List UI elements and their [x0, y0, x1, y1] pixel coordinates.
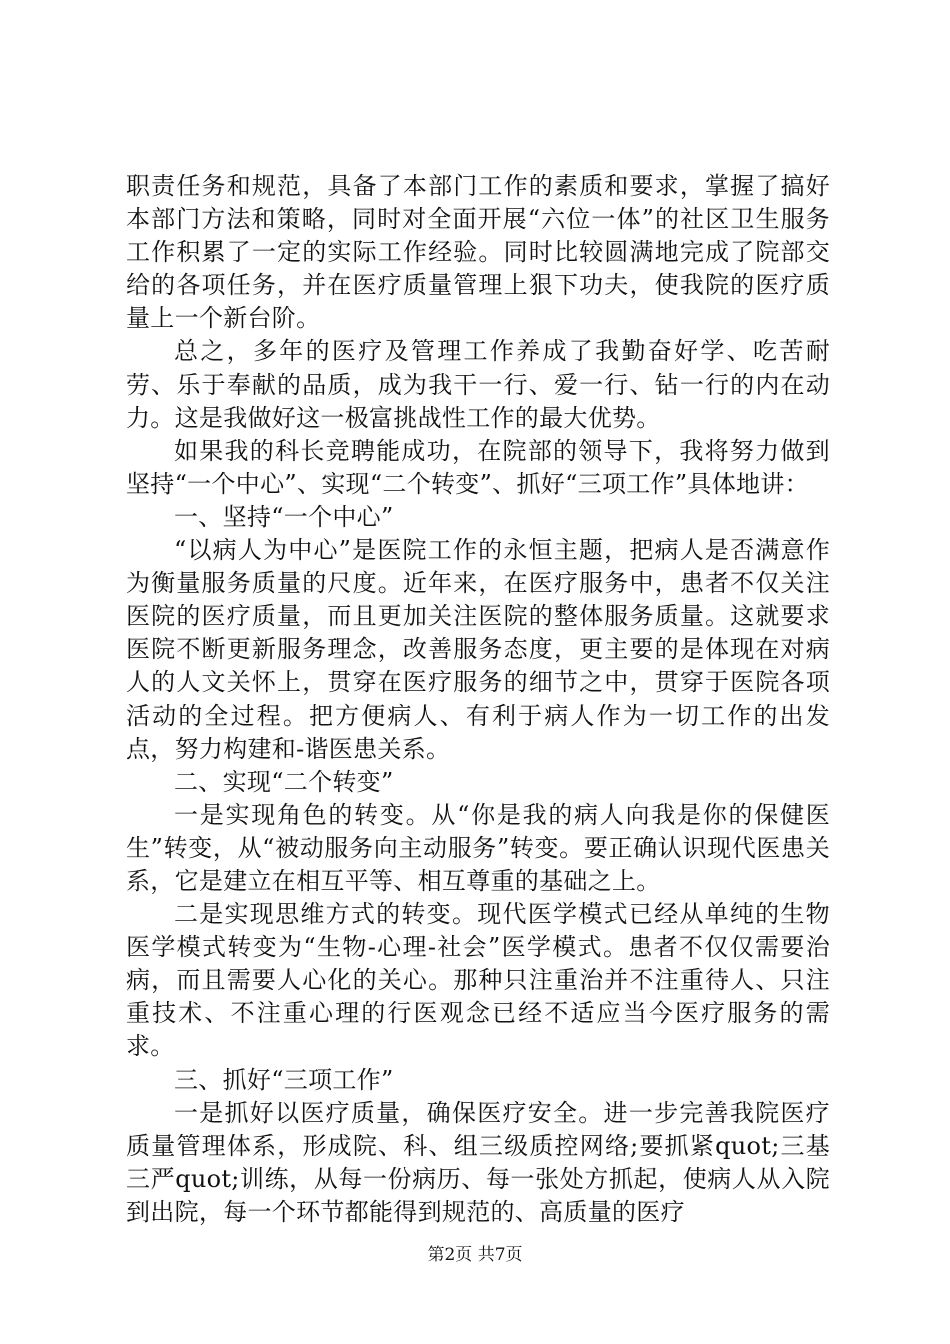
section-heading-one: 一、坚持“一个中心”	[174, 502, 394, 531]
paragraph-continuation: 职责任务和规范，具备了本部门工作的素质和要求，掌握了搞好本部门方法和策略，同时对全面开展“六位一体”的社区卫生服务工作积累了一定的实际工作经验。同时比较圆满地完成了院部交给的各项任务，并在医疗质量管理上狠下功夫，使我院的医疗质量上一个新台阶。	[126, 172, 830, 333]
document-body	[126, 170, 830, 1229]
section-heading-three: 三、抓好“三项工作”	[174, 1065, 394, 1094]
paragraph-medical-quality: 一是抓好以医疗质量，确保医疗安全。进一步完善我院医疗质量管理体系，形成院、科、组三级质控网络;要抓紧quot;三基三严quot;训练，从每一份病历、每一张处方抓起，使病人从入院到出院，每一个环节都能得到规范的、高质量的医疗	[126, 1098, 830, 1226]
section-heading-two: 二、实现“二个转变”	[174, 767, 394, 796]
paragraph-role-change: 一是实现角色的转变。从“你是我的病人向我是你的保健医生”转变，从“被动服务向主动服务”转变。要正确认识现代医患关系，它是建立在相互平等、相互尊重的基础之上。	[126, 800, 830, 895]
paragraph-thinking-change: 二是实现思维方式的转变。现代医学模式已经从单纯的生物医学模式转变为“生物-心理-社会”医学模式。患者不仅仅需要治病，而且需要人心化的关心。那种只注重治并不注重待人、只注重技术、不注重心理的行医观念已经不适应当今医疗服务的需求。	[126, 900, 830, 1061]
paragraph-patient-centered: “以病人为中心”是医院工作的永恒主题，把病人是否满意作为衡量服务质量的尺度。近年来，在医疗服务中，患者不仅关注医院的医疗质量，而且更加关注医院的整体服务质量。这就要求医院不断更新服务理念，改善服务态度，更主要的是体现在对病人的人文关怀上，贯穿在医疗服务的细节之中，贯穿于医院各项活动的全过程。把方便病人、有利于病人作为一切工作的出发点，努力构建和-谐医患关系。	[126, 536, 830, 763]
paragraph-summary: 总之，多年的医疗及管理工作养成了我勤奋好学、吃苦耐劳、乐于奉献的品质，成为我干一行、爱一行、钻一行的内在动力。这是我做好这一极富挑战性工作的最大优势。	[126, 337, 830, 432]
page-footer: 第2页 共7页	[427, 1245, 523, 1265]
paragraph-plan-intro: 如果我的科长竞聘能成功，在院部的领导下，我将努力做到坚持“一个中心”、实现“二个转变”、抓好“三项工作”具体地讲：	[126, 436, 830, 498]
